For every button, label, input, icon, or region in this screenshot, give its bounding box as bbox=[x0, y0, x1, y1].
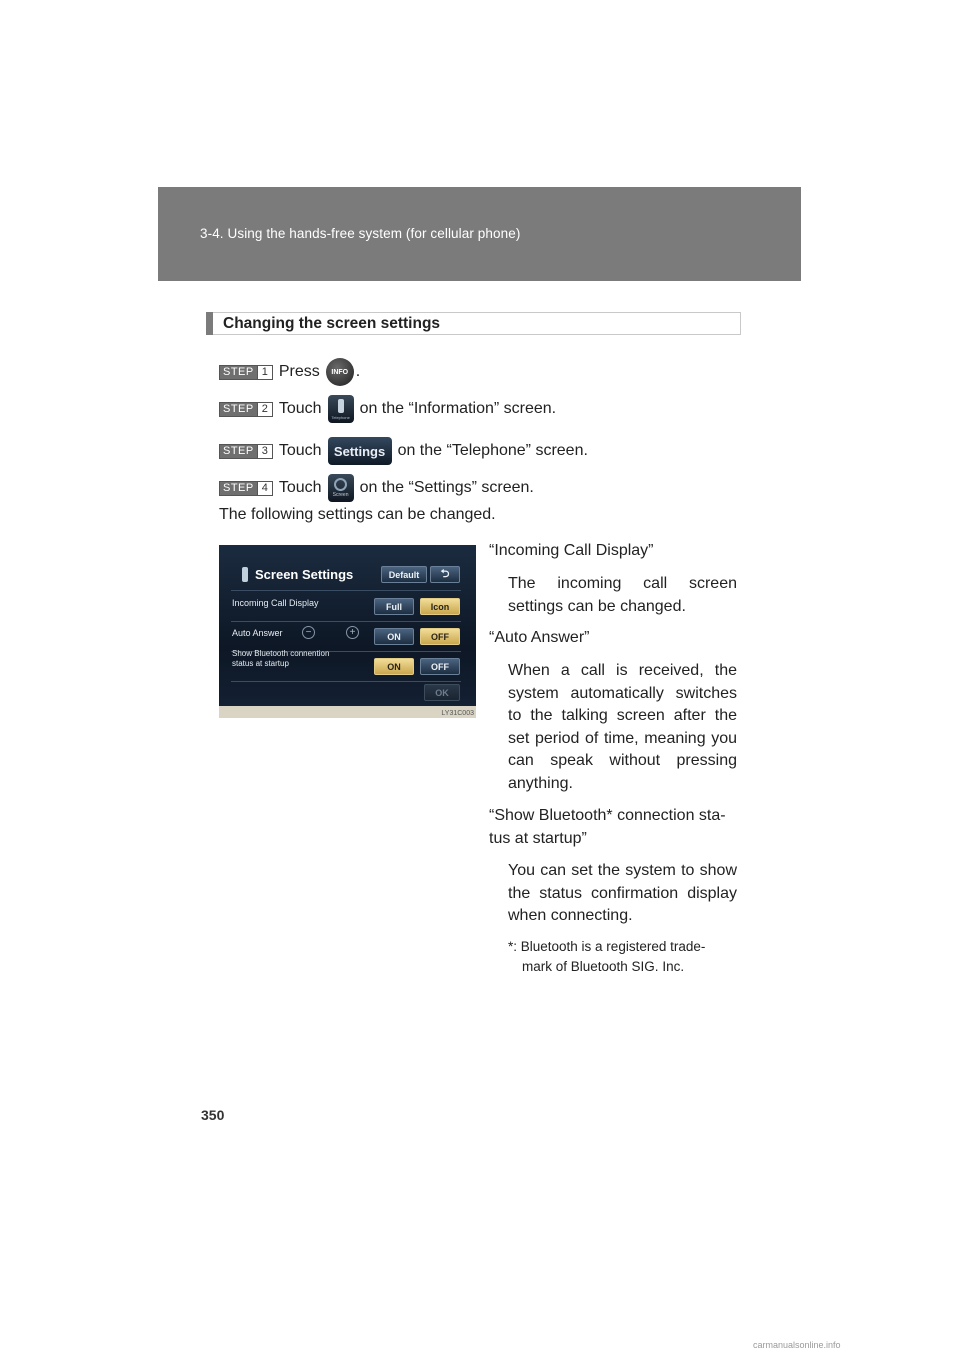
item-1-title: “Incoming Call Display” bbox=[489, 542, 654, 559]
item-3-title-line1: “Show Bluetooth* connection sta- bbox=[489, 807, 726, 824]
intro-text: The following settings can be changed. bbox=[219, 506, 496, 523]
step-3-text-pre: Touch bbox=[278, 442, 322, 459]
item-3-body: You can set the system to show the status confirmation display when connecting. bbox=[508, 862, 737, 925]
step-1-badge: STEP 1 bbox=[219, 365, 273, 380]
watermark: carmanualsonline.info bbox=[753, 1340, 841, 1350]
item-2-body: When a call is received, the system automatically switches to the talking screen after the set period of time, meaning you can speak without pressing anything. bbox=[508, 662, 737, 792]
step-2 bbox=[219, 394, 556, 424]
step-2-badge: STEP 2 bbox=[219, 402, 273, 417]
item-3-title-line2: tus at startup” bbox=[489, 829, 587, 847]
screen-settings-title: Screen Settings bbox=[255, 567, 354, 582]
default-button: Default bbox=[381, 566, 427, 583]
back-arrow-icon: ⮌ bbox=[430, 566, 460, 583]
step-1-text-pre: Press bbox=[278, 363, 320, 380]
telephone-button-icon: Telephone bbox=[328, 395, 354, 423]
screen-settings-image bbox=[219, 545, 476, 718]
auto-answer-on-button: ON bbox=[374, 628, 414, 645]
item-3-title bbox=[489, 805, 739, 850]
footnote-line2: mark of Bluetooth SIG. Inc. bbox=[522, 959, 685, 974]
step-3-badge: STEP 3 bbox=[219, 444, 273, 459]
step-2-text-pre: Touch bbox=[278, 400, 322, 417]
chapter-header-band bbox=[158, 187, 801, 281]
bluetooth-status-label-line2: status at startup bbox=[232, 659, 289, 668]
screen-divider bbox=[231, 590, 461, 591]
minus-icon: − bbox=[302, 626, 315, 639]
screen-divider bbox=[231, 621, 461, 622]
step-4 bbox=[219, 473, 534, 503]
info-button-icon: INFO bbox=[326, 358, 354, 386]
item-2-title: “Auto Answer” bbox=[489, 629, 590, 646]
step-2-text-post: on the “Information” screen. bbox=[359, 400, 557, 417]
section-title-bar bbox=[206, 312, 741, 335]
step-3 bbox=[219, 436, 588, 466]
image-caption-strip bbox=[219, 706, 476, 718]
full-button: Full bbox=[374, 598, 414, 615]
step-1-text-post: . bbox=[355, 363, 361, 380]
footnote-line1: *: Bluetooth is a registered trade- bbox=[508, 939, 706, 954]
step-4-badge: STEP 4 bbox=[219, 481, 273, 496]
step-1 bbox=[219, 357, 360, 387]
step-4-text-post: on the “Settings” screen. bbox=[359, 479, 534, 496]
section-title-accent bbox=[206, 312, 213, 335]
settings-button-icon: Settings bbox=[328, 437, 392, 465]
bluetooth-status-off-button: OFF bbox=[420, 658, 460, 675]
plus-icon: + bbox=[346, 626, 359, 639]
step-3-text-post: on the “Telephone” screen. bbox=[397, 442, 588, 459]
ok-button: OK bbox=[424, 684, 460, 701]
page-number: 350 bbox=[201, 1107, 225, 1123]
image-code: LY31C003 bbox=[441, 710, 474, 717]
chapter-header-title: 3-4. Using the hands-free system (for cellular phone) bbox=[200, 226, 521, 241]
phone-icon bbox=[242, 567, 248, 582]
section-title: Changing the screen settings bbox=[223, 315, 441, 332]
bluetooth-status-label-line1: Show Bluetooth connention bbox=[232, 649, 330, 658]
screen-button-icon: Screen bbox=[328, 474, 354, 502]
auto-answer-label: Auto Answer bbox=[232, 628, 283, 638]
auto-answer-off-button: OFF bbox=[420, 628, 460, 645]
incoming-call-display-label: Incoming Call Display bbox=[232, 598, 319, 608]
bluetooth-status-on-button: ON bbox=[374, 658, 414, 675]
screen-divider bbox=[231, 681, 461, 682]
icon-button: Icon bbox=[420, 598, 460, 615]
step-4-text-pre: Touch bbox=[278, 479, 322, 496]
item-1-body: The incoming call screen settings can be changed. bbox=[508, 575, 737, 615]
